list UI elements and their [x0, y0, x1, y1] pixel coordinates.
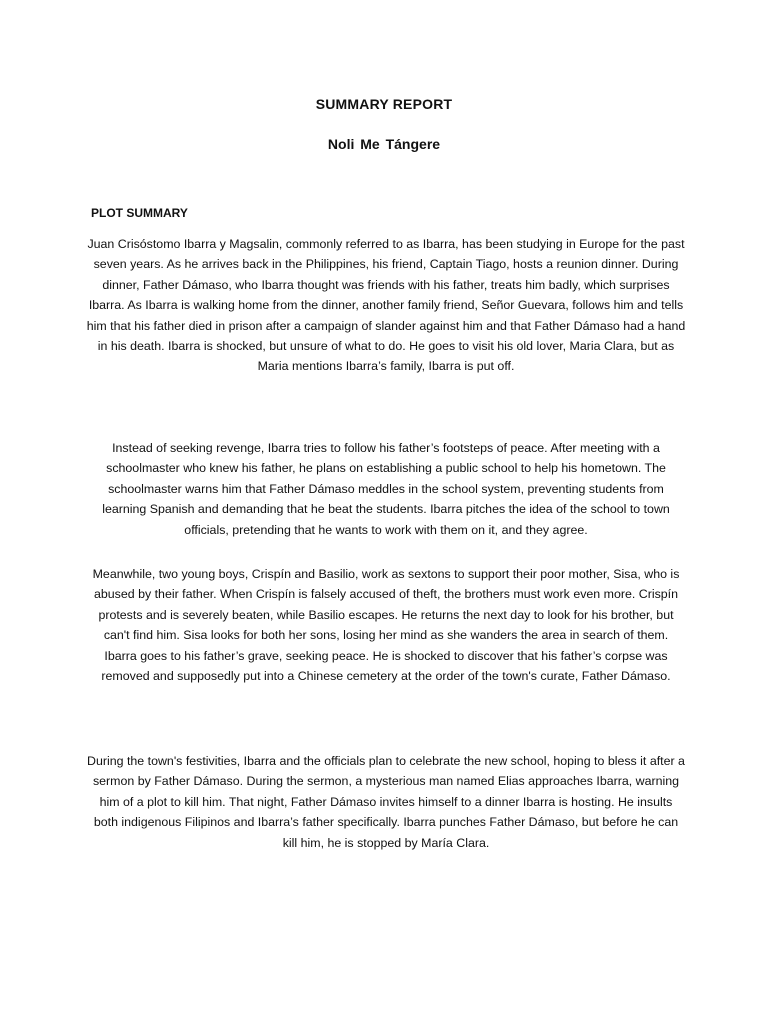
document-title: SUMMARY REPORT — [315, 96, 453, 112]
paragraph-2: Instead of seeking revenge, Ibarra tries to follow his father’s footsteps of peace. After meeting with a schoolmaster who knew his father, he plans on establishing a public school to help his hometown. The schoolmaster warns him that Father Dámaso meddles in the school system, preventing students from learning Spanish and demanding that he beat the students. Ibarra pitches the idea of the school to town officials, pretending that he wants to work with them on it, and they agree. — [102, 441, 670, 537]
document-subtitle: Noli Me Tángere — [327, 136, 441, 152]
paragraph-4: During the town's festivities, Ibarra and the officials plan to celebrate the new school, hoping to bless it after a sermon by Father Dámaso. During the sermon, a mysterious man named Elias approaches Ibarra, warning him of a plot to kill him. That night, Father Dámaso invites himself to a dinner Ibarra is hosting. He insults both indigenous Filipinos and Ibarra’s father specifically. Ibarra punches Father Dámaso, but before he can kill him, he is stopped by María Clara. — [87, 754, 685, 850]
section-heading-plot-summary: PLOT SUMMARY — [91, 206, 188, 220]
paragraph-3: Meanwhile, two young boys, Crispín and Basilio, work as sextons to support their poor mother, Sisa, who is abused by their father. When Crispín is falsely accused of theft, the brothers must work even more. Crispín protests and is severely beaten, while Basilio escapes. He returns the next day to look for his brother, but can't find him. Sisa looks for both her sons, losing her mind as she wanders the area in search of them. Ibarra goes to his father’s grave, seeking peace. He is shocked to discover that his father’s corpse was removed and supposedly put into a Chinese cemetery at the order of the town's curate, Father Dámaso. — [92, 567, 680, 684]
paragraph-1: Juan Crisóstomo Ibarra y Magsalin, commonly referred to as Ibarra, has been studying in Europe for the past seven years. As he arrives back in the Philippines, his friend, Captain Tiago, hosts a reunion dinner. During dinner, Father Dámaso, who Ibarra thought was friends with his father, treats him badly, which surprises Ibarra. As Ibarra is walking home from the dinner, another family friend, Señor Guevara, follows him and tells him that his father died in prison after a campaign of slander against him and that Father Dámaso had a hand in his death. Ibarra is shocked, but unsure of what to do. He goes to visit his old lover, Maria Clara, but as Maria mentions Ibarra’s family, Ibarra is put off. — [86, 237, 686, 374]
